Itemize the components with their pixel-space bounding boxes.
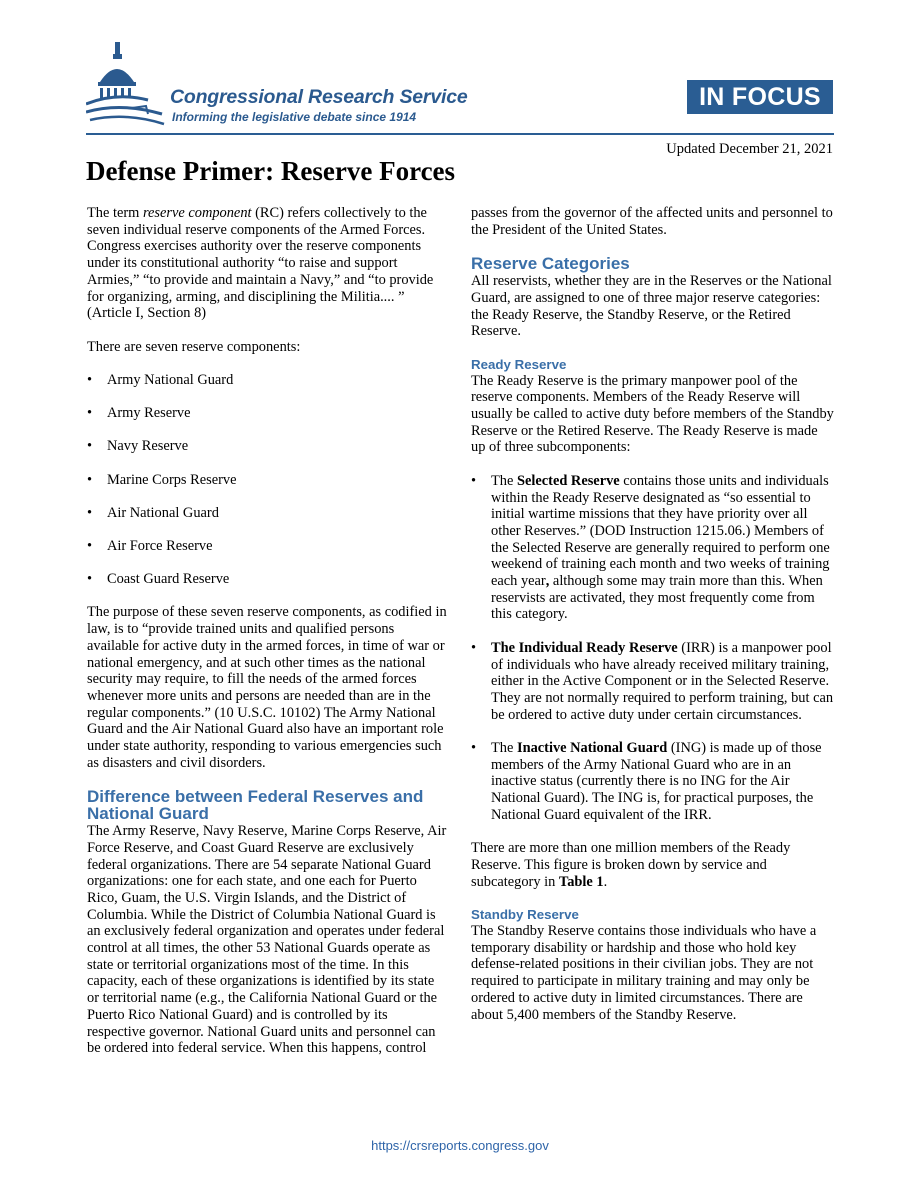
difference-paragraph: The Army Reserve, Navy Reserve, Marine Corps Reserve, Air Force Reserve, and Coast Guard Reserve are exclusively federal organizations. There are 54 separate National Guard organizations: one for each state, and one each for Puerto Rico, Guam, the U.S. Virgin Islands, and the District of Columbia. While the District of Columbia National Guard is an exclusively federal organization and operates under federal control at all times, the other 53 National Guards operate as state or territorial organizations most of the time. In this capacity, each of these organizations is identified by its state or territorial name (e.g., the California National Guard or the Puerto Rico National Guard) and is controlled by its respective governor. National Guard units and personnel can be ordered into federal service. When this happens, control bbox=[87, 823, 447, 1057]
crs-logo-capitol-icon bbox=[86, 42, 166, 132]
bullet-icon: • bbox=[87, 438, 93, 455]
list-item: • Air Force Reserve bbox=[87, 538, 213, 555]
in-focus-badge: IN FOCUS bbox=[687, 80, 833, 114]
intro-text-a: The term bbox=[87, 205, 143, 221]
ready-reserve-paragraph: The Ready Reserve is the primary manpower pool of the reserve components. Members of the Ready Reserve will usually be called to active duty before members of the Standby Reserve or the Retired Reserve. The Ready Reserve is made up of three subcomponents: bbox=[471, 372, 834, 456]
list-item: • The Inactive National Guard (ING) is made up of those members of the Army National Guard who are in an inactive status (currently there is no ING for the Air National Guard). The ING is, for practical purposes, the National Guard equivalent of the IRR. bbox=[471, 740, 822, 823]
bullet-icon: • bbox=[471, 740, 477, 757]
bullet-icon: • bbox=[87, 571, 93, 588]
ready-subcomponents-list bbox=[471, 473, 835, 824]
list-item: • Navy Reserve bbox=[87, 438, 189, 455]
categories-paragraph: All reservists, whether they are in the Reserves or the National Guard, are assigned to one of three major reserve categories: the Ready Reserve, the Standby Reserve, or the Retired Reserve. bbox=[471, 273, 832, 340]
continued-paragraph: passes from the governor of the affected units and personnel to the President of the United States. bbox=[471, 205, 833, 238]
components-intro: There are seven reserve components: bbox=[87, 338, 301, 355]
list-item: • Marine Corps Reserve bbox=[87, 471, 237, 488]
header-divider bbox=[86, 133, 834, 135]
left-column bbox=[87, 205, 449, 1074]
standby-reserve-paragraph: The Standby Reserve contains those individuals who have a temporary disability or hardship and those who hold key defense-related positions in their civilian jobs. They are not required to participate in military training and may only be ordered to active duty in limited circumstances. There are about 5,400 members of the Standby Reserve. bbox=[471, 923, 817, 1023]
membership-paragraph: There are more than one million members of the Ready Reserve. This figure is broken down by service and subcategory in Table 1. bbox=[471, 840, 791, 890]
list-item: • The Selected Reserve contains those units and individuals within the Ready Reserve designated as “so essential to initial wartime missions that they have priority over all other Reserves.” (DOD Instruction 1215.06.) Members of the Selected Reserve are generally required to perform one weekend of training each month and two weeks of training each year, although some may train more than this. When reservists are activated, they most frequently come from this category. bbox=[471, 472, 830, 623]
right-column bbox=[471, 205, 835, 1040]
subheading-standby-reserve: Standby Reserve bbox=[471, 907, 579, 923]
list-item: • The Individual Ready Reserve (IRR) is a manpower pool of individuals who have already received military training, either in the Active Component or in the Selected Reserve. They are not normally required to perform training, but can be ordered to active duty under certain circumstances. bbox=[471, 639, 834, 723]
org-tagline: Informing the legislative debate since 1914 bbox=[172, 110, 417, 124]
list-item: • Army National Guard bbox=[87, 372, 234, 388]
bullet-icon: • bbox=[87, 471, 93, 488]
bullet-icon: • bbox=[471, 639, 477, 656]
updated-date: Updated December 21, 2021 bbox=[666, 141, 833, 157]
bullet-icon: • bbox=[471, 472, 477, 489]
footer-link[interactable]: https://crsreports.congress.gov bbox=[371, 1138, 549, 1153]
components-list bbox=[87, 372, 449, 588]
intro-text-b: (RC) refers collectively to the seven individual reserve components of the Armed Forces. Congress exercises authority over the reserve components under its constitutional authority “to raise and support Armies,” “to provide and maintain a Navy,” and “to provide for organizing, arming, and disciplining the Militia.... ” (Article I, Section 8) bbox=[87, 205, 434, 322]
page-title: Defense Primer: Reserve Forces bbox=[86, 156, 456, 186]
org-name: Congressional Research Service bbox=[170, 86, 468, 108]
list-item: • Air National Guard bbox=[87, 504, 219, 521]
bullet-icon: • bbox=[87, 372, 93, 388]
bullet-icon: • bbox=[87, 538, 93, 555]
bullet-icon: • bbox=[87, 405, 93, 422]
table-reference: Table 1 bbox=[558, 873, 604, 890]
intro-paragraph bbox=[87, 205, 449, 322]
section-heading-categories: Reserve Categories bbox=[471, 254, 630, 274]
list-item: • Army Reserve bbox=[87, 405, 191, 422]
section-heading-difference: Difference between Federal Reserves and National Guard bbox=[87, 787, 424, 824]
list-item: • Coast Guard Reserve bbox=[87, 571, 230, 588]
intro-term: reserve component bbox=[142, 205, 252, 221]
subheading-ready-reserve: Ready Reserve bbox=[471, 356, 567, 372]
purpose-paragraph: The purpose of these seven reserve components, as codified in law, is to “provide trained units and qualified persons available for active duty in the armed forces, in time of war or national emergency, and at such other times as the national security may require, to fill the needs of the armed forces whenever more units and persons are needed than are in the regular components.” (10 U.S.C. 10102) The Army National Guard and the Air National Guard also have an important role under state authority, responding to various emergencies such as disasters and civil disorders. bbox=[87, 604, 447, 771]
bullet-icon: • bbox=[87, 504, 93, 521]
